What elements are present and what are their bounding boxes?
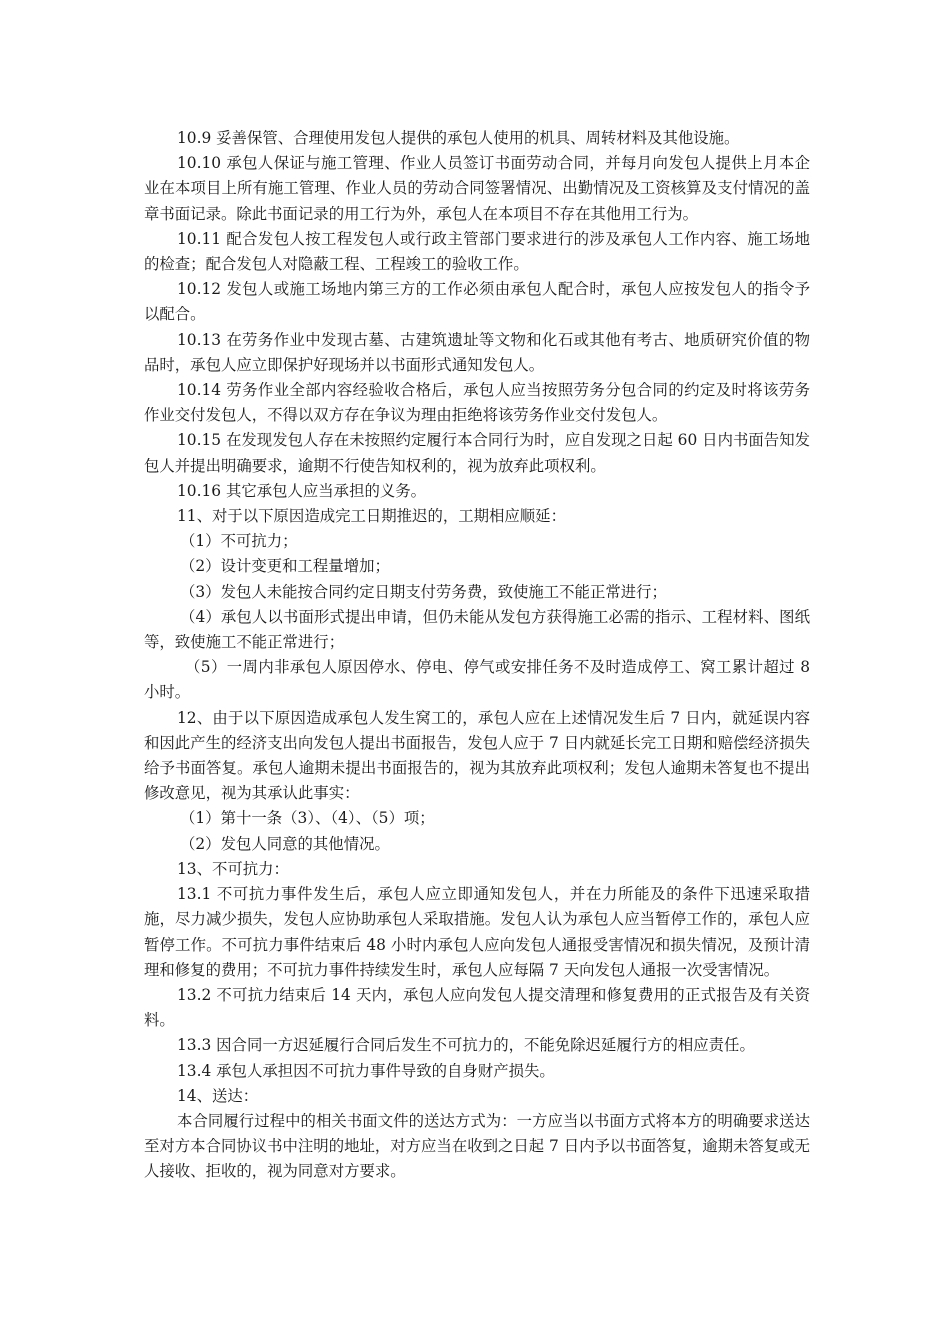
document-body bbox=[144, 126, 810, 1185]
paragraph-10-9: 10.9 妥善保管、合理使用发包人提供的承包人使用的机具、周转材料及其他设施。 bbox=[177, 129, 740, 147]
paragraph-10-14: 10.14 劳务作业全部内容经验收合格后，承包人应当按照劳务分包合同的约定及时将该劳务作业交付发包人，不得以双方存在争议为理由拒绝将该劳务作业交付发包人。 bbox=[144, 381, 810, 425]
paragraph-10-16: 10.16 其它承包人应当承担的义务。 bbox=[177, 481, 427, 500]
paragraph-10-15: 10.15 在发现发包人存在未按照约定履行本合同行为时，应自发现之日起 60 日内书面告知发包人并提出明确要求，逾期不行使告知权利的，视为放弃此项权利。 bbox=[144, 431, 810, 475]
paragraph-13-4: 13.4 承包人承担因不可抗力事件导致的自身财产损失。 bbox=[177, 1061, 555, 1080]
paragraph-10-12: 10.12 发包人或施工场地内第三方的工作必须由承包人配合时，承包人应按发包人的指令予以配合。 bbox=[144, 280, 810, 324]
section-11-item-1: （1）不可抗力； bbox=[180, 532, 298, 551]
section-14-heading: 14、送达： bbox=[177, 1086, 259, 1105]
section-11-item-3: （3）发包人未能按合同约定日期支付劳务费，致使施工不能正常进行； bbox=[180, 582, 667, 601]
paragraph-10-10: 10.10 承包人保证与施工管理、作业人员签订书面劳动合同，并每月向发包人提供上月本企业在本项目上所有施工管理、作业人员的劳动合同签署情况、出勤情况及工资核算及支付情况的盖章书面记录。除此书面记录的用工行为外，承包人在本项目不存在其他用工行为。 bbox=[144, 154, 810, 223]
section-12-item-2: （2）发包人同意的其他情况。 bbox=[180, 834, 390, 853]
paragraph-10-13: 10.13 在劳务作业中发现古墓、古建筑遗址等文物和化石或其他有考古、地质研究价值的物品时，承包人应立即保护好现场并以书面形式通知发包人。 bbox=[144, 330, 810, 374]
paragraph-13-1: 13.1 不可抗力事件发生后，承包人应立即通知发包人，并在力所能及的条件下迅速采取措施，尽力减少损失，发包人应协助承包人采取措施。发包人认为承包人应当暂停工作的，承包人应暂停工作。不可抗力事件结束后 48 小时内承包人应向发包人通报受害情况和损失情况，及预计清理和修复的费用；不可抗力事件持续发生时，承包人应每隔 7 天向发包人通报一次受害情况。 bbox=[144, 885, 810, 979]
section-14-paragraph: 本合同履行过程中的相关书面文件的送达方式为：一方应当以书面方式将本方的明确要求送达至对方本合同协议书中注明的地址，对方应当在收到之日起 7 日内予以书面答复，逾期未答复或无人接收、拒收的，视为同意对方要求。 bbox=[144, 1111, 810, 1181]
section-12-paragraph: 12、由于以下原因造成承包人发生窝工的，承包人应在上述情况发生后 7 日内，就延误内容和因此产生的经济支出向发包人提出书面报告，发包人应于 7 日内就延长完工日期和赔偿经济损失给予书面答复。承包人逾期未提出书面报告的，视为其放弃此项权利；发包人逾期未答复也不提出修改意见，视为其承认此事实： bbox=[144, 708, 810, 803]
paragraph-13-3: 13.3 因合同一方迟延履行合同后发生不可抗力的，不能免除迟延履行方的相应责任。 bbox=[177, 1036, 755, 1055]
section-11-item-2: （2）设计变更和工程量增加； bbox=[180, 557, 390, 576]
paragraph-10-11: 10.11 配合发包人按工程发包人或行政主管部门要求进行的涉及承包人工作内容、施工场地的检查；配合发包人对隐蔽工程、工程竣工的验收工作。 bbox=[144, 229, 810, 274]
section-11-item-4: （4）承包人以书面形式提出申请，但仍未能从发包方获得施工必需的指示、工程材料、图纸等，致使施工不能正常进行； bbox=[144, 607, 810, 652]
section-13-heading: 13、不可抗力： bbox=[177, 859, 289, 878]
section-12-item-1: （1）第十一条（3）、（4）、（5）项； bbox=[180, 809, 435, 828]
paragraph-13-2: 13.2 不可抗力结束后 14 天内，承包人应向发包人提交清理和修复费用的正式报告及有关资料。 bbox=[144, 985, 810, 1030]
section-11-item-5: （5）一周内非承包人原因停水、停电、停气或安排任务不及时造成停工、窝工累计超过 8 小时。 bbox=[144, 658, 810, 702]
section-11-heading: 11、对于以下原因造成完工日期推迟的，工期相应顺延： bbox=[177, 507, 566, 526]
